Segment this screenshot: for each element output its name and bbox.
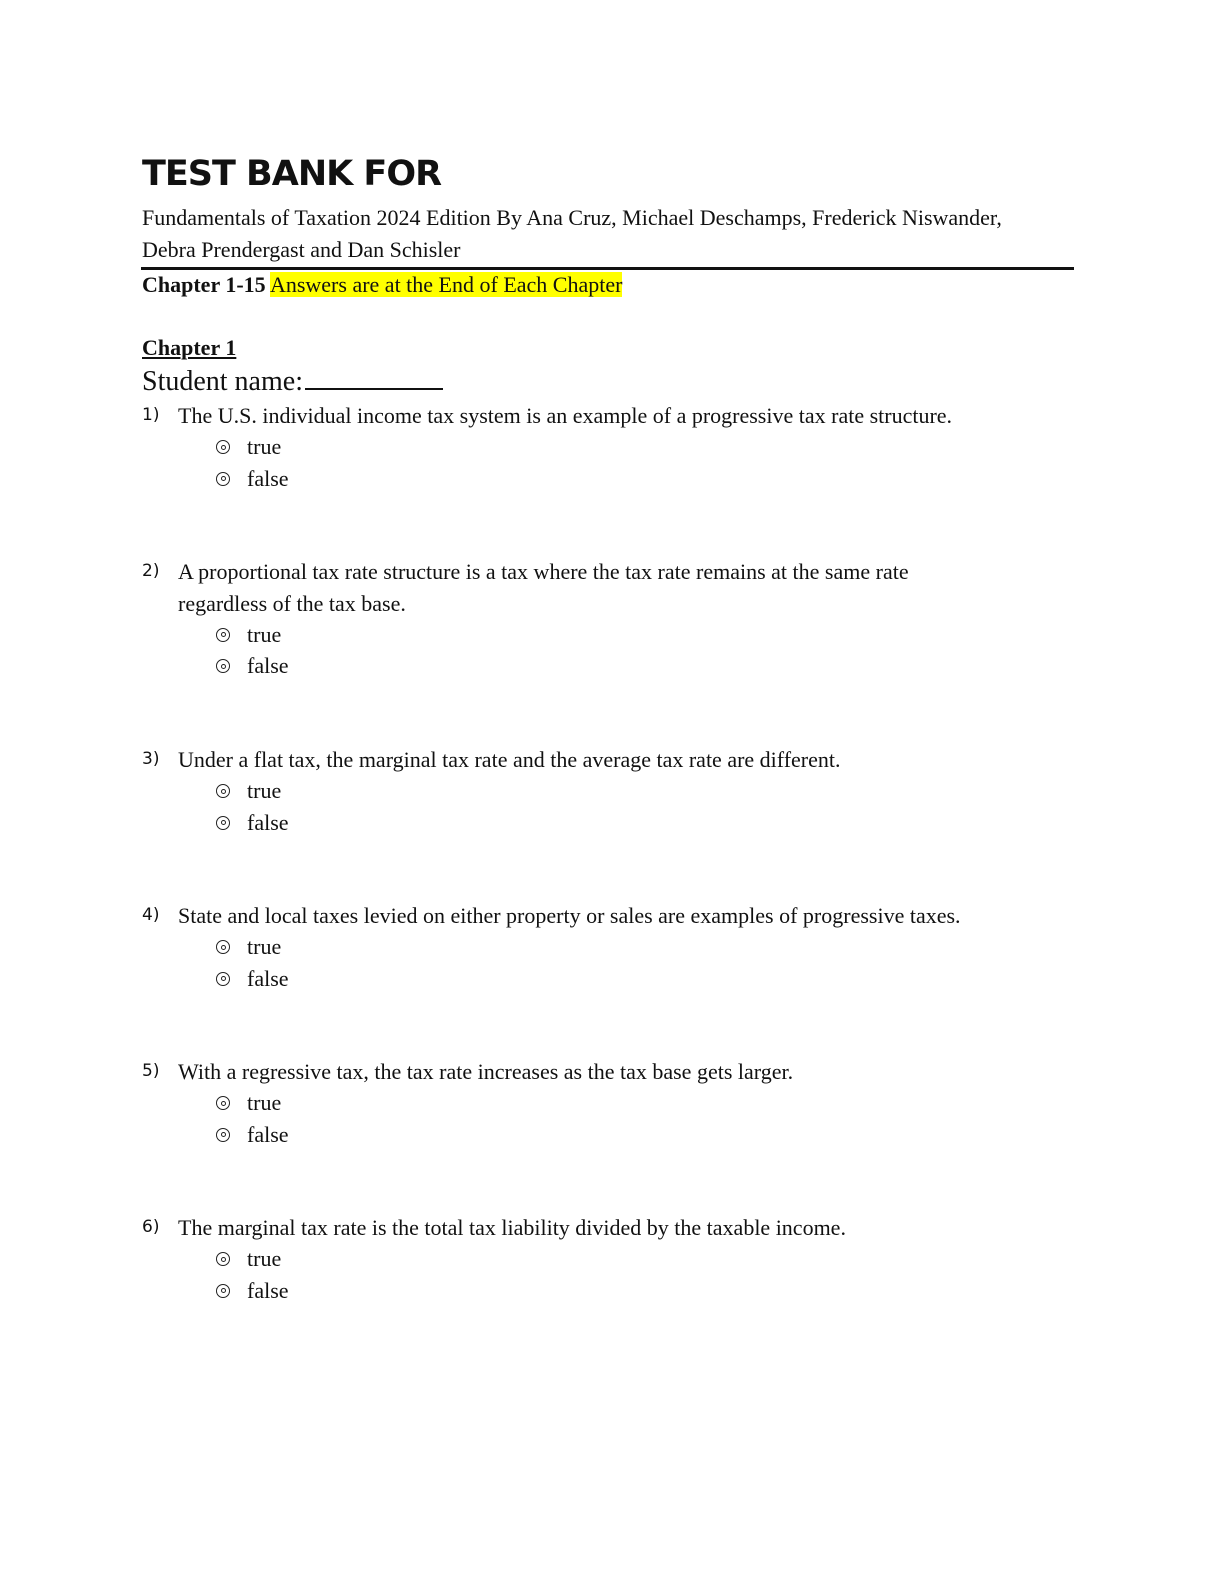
radio-button-icon[interactable] [216, 1284, 230, 1298]
student-name-label: Student name: [142, 366, 303, 397]
option-label: false [247, 965, 289, 991]
question-text: With a regressive tax, the tax rate increases as the tax base gets larger. [178, 1059, 794, 1084]
radio-button-icon[interactable] [216, 784, 230, 798]
question-5 [142, 1056, 1042, 1151]
option-false[interactable] [216, 963, 1042, 995]
radio-button-icon[interactable] [216, 940, 230, 954]
option-label: false [247, 809, 289, 835]
option-label: true [247, 434, 282, 460]
answer-options [216, 432, 1042, 495]
question-4 [142, 900, 1042, 995]
question-text: State and local taxes levied on either property or sales are examples of progressive taxes. [178, 903, 961, 928]
option-label: true [247, 1246, 282, 1272]
question-number: 2) [142, 561, 160, 581]
question-text: The U.S. individual income tax system is an example of a progressive tax rate structure. [178, 403, 953, 428]
radio-button-icon[interactable] [216, 972, 230, 986]
radio-button-icon[interactable] [216, 1128, 230, 1142]
answer-options [216, 619, 1042, 682]
option-true[interactable] [216, 932, 1042, 964]
option-true[interactable] [216, 776, 1042, 808]
question-number: 4) [142, 905, 160, 925]
option-false[interactable] [216, 807, 1042, 839]
question-number: 5) [142, 1061, 160, 1081]
radio-button-icon[interactable] [216, 440, 230, 454]
answers-note: Answers are at the End of Each Chapter [269, 272, 623, 297]
answer-options [216, 776, 1042, 839]
question-text: Under a flat tax, the marginal tax rate and the average tax rate are different. [178, 747, 841, 772]
option-label: true [247, 778, 282, 804]
option-label: true [247, 934, 282, 960]
answer-options [216, 1244, 1042, 1307]
option-label: true [247, 1090, 282, 1116]
option-false[interactable] [216, 463, 1042, 495]
question-number: 6) [142, 1217, 160, 1237]
question-1 [142, 400, 1042, 495]
chapter-heading: Chapter 1 [142, 335, 237, 360]
option-true[interactable] [216, 1088, 1042, 1120]
option-true[interactable] [216, 619, 1042, 651]
question-number: 1) [142, 405, 160, 425]
answer-options [216, 1088, 1042, 1151]
radio-button-icon[interactable] [216, 1096, 230, 1110]
question-2 [142, 556, 1042, 682]
option-label: false [247, 465, 289, 491]
question-number: 3) [142, 749, 160, 769]
option-true[interactable] [216, 1244, 1042, 1276]
answer-options [216, 932, 1042, 995]
option-true[interactable] [216, 432, 1042, 464]
radio-button-icon[interactable] [216, 816, 230, 830]
question-text: The marginal tax rate is the total tax liability divided by the taxable income. [178, 1215, 846, 1240]
option-label: false [247, 653, 289, 679]
student-name-field [142, 364, 443, 400]
option-false[interactable] [216, 1275, 1042, 1307]
option-label: false [247, 1277, 289, 1303]
question-6 [142, 1212, 1042, 1307]
question-text: A proportional tax rate structure is a tax where the tax rate remains at the same rate regardless of the tax base. [178, 559, 909, 616]
option-false[interactable] [216, 651, 1042, 683]
radio-button-icon[interactable] [216, 472, 230, 486]
option-label: false [247, 1121, 289, 1147]
question-3 [142, 744, 1042, 839]
chapter-range-line [142, 270, 622, 300]
option-label: true [247, 621, 282, 647]
radio-button-icon[interactable] [216, 628, 230, 642]
chapter-range: Chapter 1-15 [142, 272, 266, 297]
option-false[interactable] [216, 1119, 1042, 1151]
student-name-blank[interactable] [305, 364, 443, 390]
radio-button-icon[interactable] [216, 1252, 230, 1266]
document-title: TEST BANK FOR [142, 154, 442, 194]
book-citation: Fundamentals of Taxation 2024 Edition By Ana Cruz, Michael Deschamps, Frederick Niswander, Debra Prendergast and Dan Schisler [142, 205, 1002, 262]
radio-button-icon[interactable] [216, 659, 230, 673]
